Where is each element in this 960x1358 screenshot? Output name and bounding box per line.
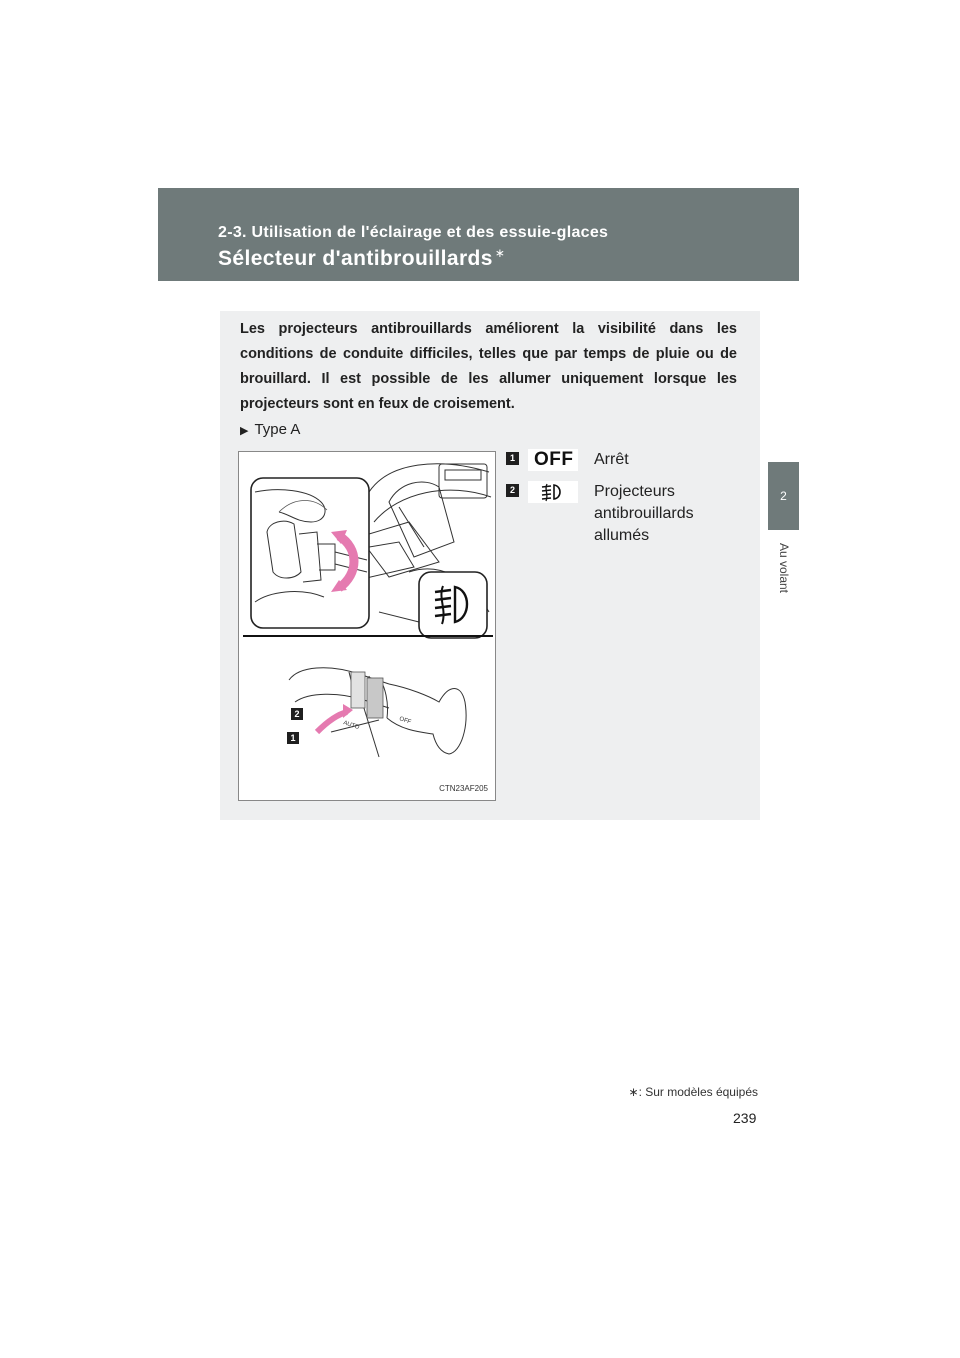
switch-illustration <box>238 451 496 801</box>
legend-text-line: Projecteurs <box>594 483 675 500</box>
legend-text-line: allumés <box>594 527 650 544</box>
off-symbol-text: OFF <box>534 449 574 470</box>
type-heading <box>240 421 300 438</box>
chapter-tab: 2 <box>768 462 799 530</box>
page-title-text: Sélecteur d'antibrouillards <box>218 247 493 270</box>
legend-text-off <box>594 449 744 471</box>
figure-code: CTN23AF205 <box>439 784 488 793</box>
title-asterisk: ∗ <box>494 246 506 260</box>
callout-2-number: 2 <box>294 709 300 719</box>
legend-badge-1: 1 <box>506 452 519 465</box>
legend-text-fog <box>594 481 744 547</box>
footnote: ∗: Sur modèles équipés <box>628 1085 758 1099</box>
content-panel <box>220 311 760 820</box>
auto-position-label: AUTO <box>342 720 360 732</box>
page-number: 239 <box>733 1110 757 1126</box>
off-symbol-icon <box>528 449 578 471</box>
legend-text-line: Arrêt <box>594 451 629 468</box>
intro-paragraph: Les projecteurs antibrouillards améliorent la visibilité dans les conditions de conduite difficiles, telles que par temps de pluie ou de brouillard. Il est possible de les allumer uniquement lorsque les projecteurs sont en feux de croisement. <box>240 321 737 412</box>
type-label: Type A <box>254 421 301 438</box>
fog-light-icon <box>528 481 578 503</box>
chapter-label: Au volant <box>777 542 791 594</box>
triangle-bullet-icon: ▶ <box>240 425 249 437</box>
legend-text-line: antibrouillards <box>594 505 694 522</box>
page-title <box>218 246 505 271</box>
legend-badge-2: 2 <box>506 484 519 497</box>
section-label: 2-3. Utilisation de l'éclairage et des essuie-glaces <box>218 224 609 241</box>
section-header <box>158 188 799 281</box>
off-position-label: OFF <box>398 716 412 726</box>
callout-1-number: 1 <box>290 733 296 743</box>
illustration-drawing <box>239 452 497 802</box>
